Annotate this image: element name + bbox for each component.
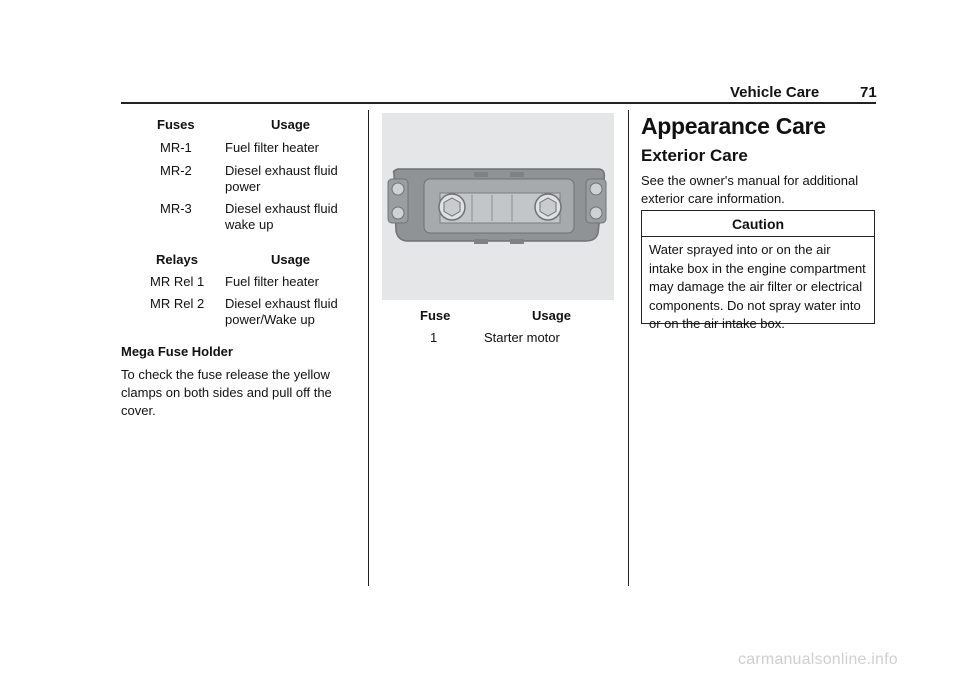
table-cell: 1 — [430, 330, 438, 345]
caution-title: Caution — [731, 216, 785, 232]
mega-fuse-holder-paragraph: To check the fuse release the yellow clamps on both sides and pull off the cover. — [121, 367, 332, 418]
mega-fuse-holder-illustration — [382, 113, 614, 300]
table-cell: MR-2 — [160, 163, 192, 178]
table-cell: MR-1 — [160, 140, 192, 155]
caution-box — [641, 210, 875, 332]
table-cell: Diesel exhaust fluid power — [225, 163, 338, 194]
table-cell: Fuel filter heater — [225, 274, 319, 289]
fuse-header: Fuse — [420, 308, 451, 323]
table-cell: Diesel exhaust fluid power/Wake up — [225, 296, 338, 327]
table-cell: MR Rel 1 — [150, 274, 205, 289]
column-divider-right — [628, 110, 629, 586]
relays-header: Relays — [156, 252, 198, 267]
mega-fuse-holder-heading: Mega Fuse Holder — [121, 344, 233, 359]
header-rule — [121, 102, 876, 104]
caution-body: Water sprayed into or on the air intake box in the engine compartment may damage the air filter or electrical components. Do not spray water into or on the air intake box. — [649, 242, 866, 332]
table-cell: MR Rel 2 — [150, 296, 205, 311]
column-divider-left — [368, 110, 369, 586]
table-cell: Starter motor — [484, 330, 560, 345]
exterior-care-paragraph: See the owner's manual for additional exterior care information. — [641, 173, 859, 206]
usage-header: Usage — [271, 252, 311, 267]
footer-watermark: carmanualsonline.info — [738, 651, 898, 668]
section-title: Vehicle Care — [730, 84, 820, 101]
fuses-header: Fuses — [157, 117, 195, 132]
usage-header: Usage — [271, 117, 311, 132]
table-cell: MR-3 — [160, 201, 192, 216]
table-cell: Fuel filter heater — [225, 140, 319, 155]
exterior-care-heading: Exterior Care — [641, 146, 748, 165]
appearance-care-heading: Appearance Care — [641, 113, 826, 139]
usage-header: Usage — [532, 308, 572, 323]
mega-fuse-holder-figure — [382, 113, 614, 300]
page-number: 71 — [860, 84, 877, 101]
table-cell: Diesel exhaust fluid wake up — [225, 201, 338, 232]
